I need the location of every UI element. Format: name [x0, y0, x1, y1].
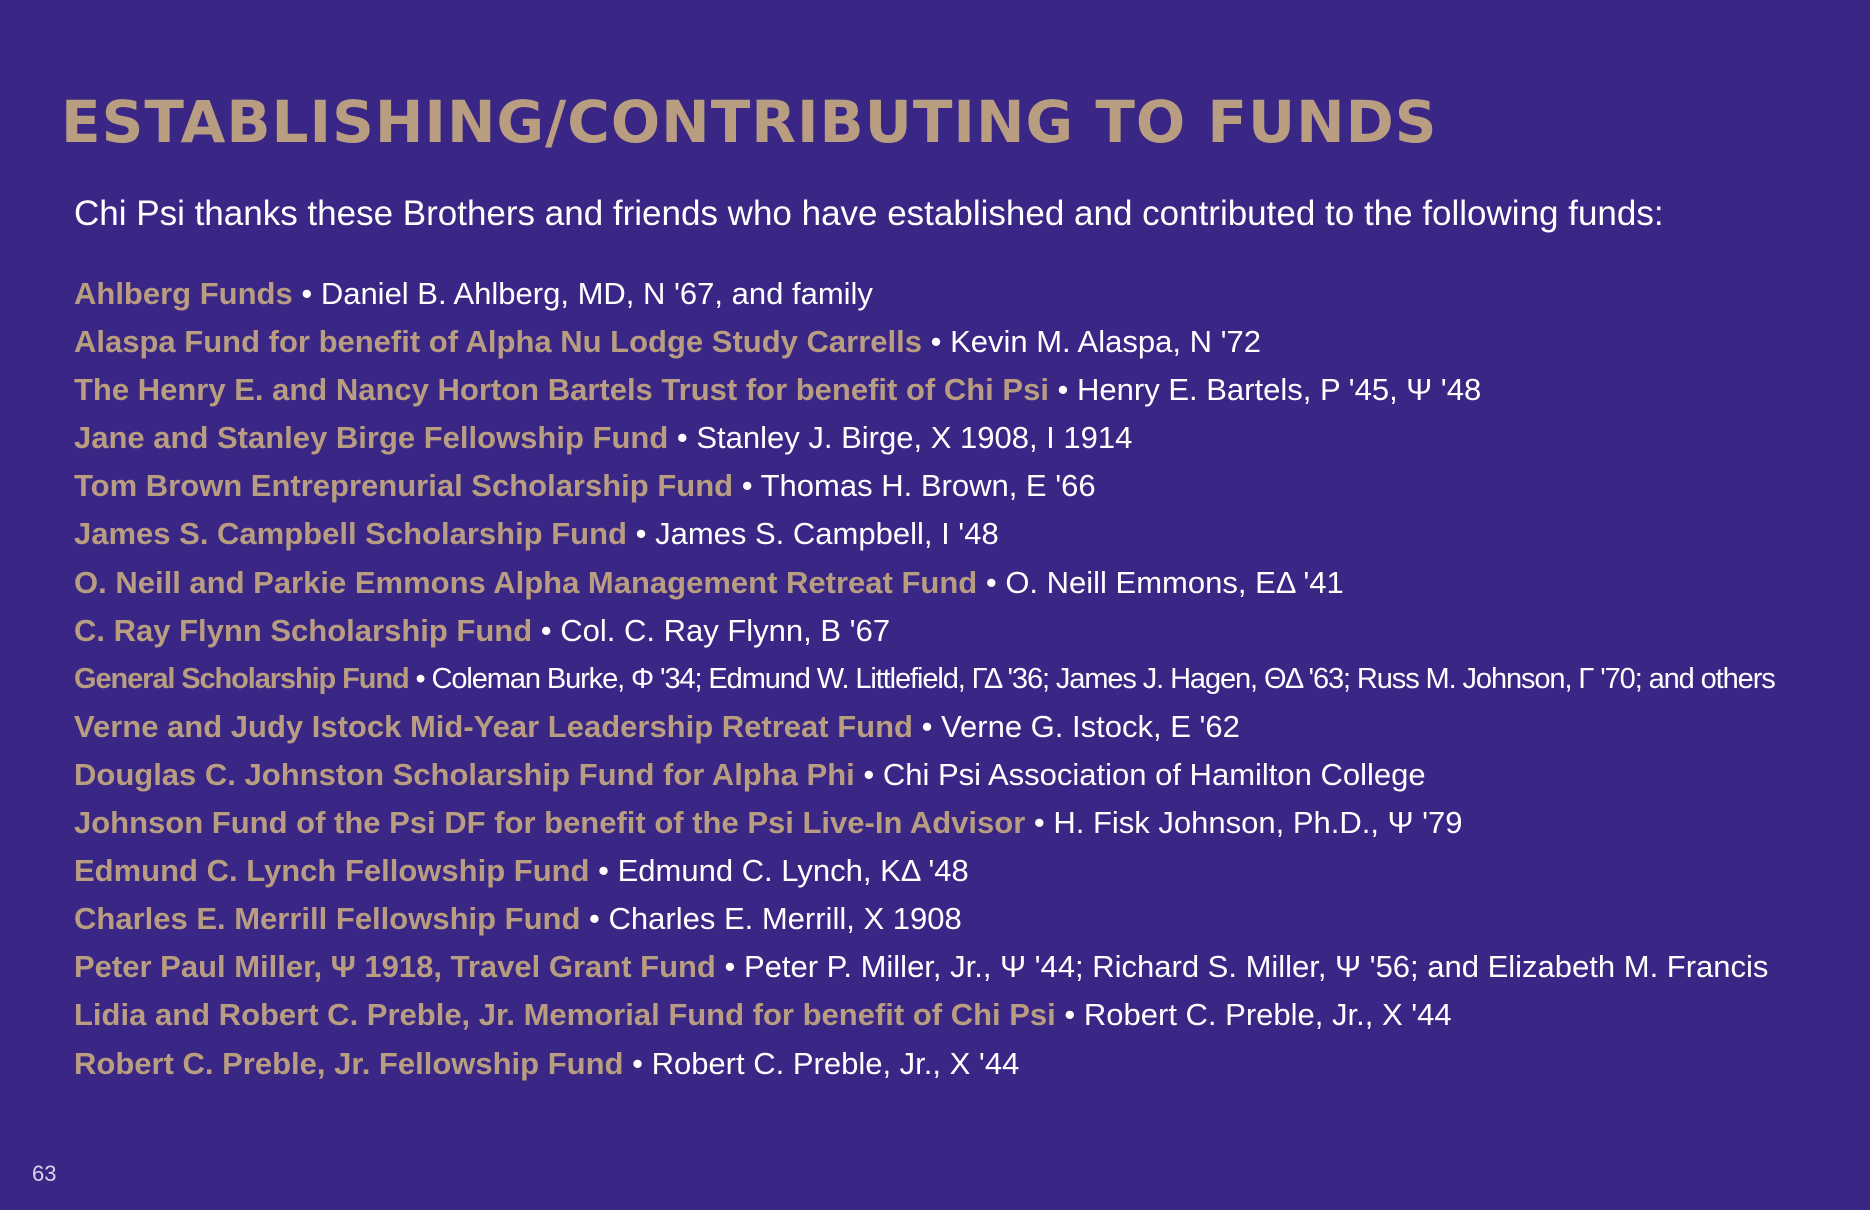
fund-donors: Henry E. Bartels, P '45, Ψ '48 — [1077, 372, 1482, 408]
fund-item-johnston — [74, 751, 1854, 799]
fund-item-miller — [74, 943, 1854, 991]
fund-donors: Edmund C. Lynch, KΔ '48 — [617, 853, 969, 889]
fund-donors: Peter P. Miller, Jr., Ψ '44; Richard S. Miller, Ψ '56; and Elizabeth M. Francis — [743, 949, 1769, 985]
fund-name: Peter Paul Miller, Ψ 1918, Travel Grant Fund — [74, 949, 716, 985]
fund-list — [74, 270, 1854, 1088]
fund-item-flynn — [74, 607, 1854, 655]
intro-text: Chi Psi thanks these Brothers and friends who have established and contributed to the following funds: — [74, 194, 1664, 233]
fund-name: Douglas C. Johnston Scholarship Fund for Alpha Phi — [74, 756, 855, 792]
bullet-separator: • — [408, 662, 432, 695]
fund-name: Jane and Stanley Birge Fellowship Fund — [74, 420, 669, 456]
fund-name: Tom Brown Entreprenurial Scholarship Fund — [74, 468, 734, 504]
fund-name: The Henry E. and Nancy Horton Bartels Trust for benefit of Chi Psi — [74, 372, 1049, 408]
fund-name: Edmund C. Lynch Fellowship Fund — [74, 853, 590, 889]
fund-name: O. Neill and Parkie Emmons Alpha Management Retreat Fund — [74, 564, 978, 600]
fund-item-birge — [74, 414, 1854, 462]
fund-donors: Robert C. Preble, Jr., X '44 — [1083, 997, 1452, 1033]
fund-item-preble-fellowship — [74, 1040, 1854, 1088]
fund-donors: Daniel B. Ahlberg, MD, N '67, and family — [320, 276, 873, 311]
bullet-separator: • — [1048, 372, 1078, 408]
fund-donors: O. Neill Emmons, EΔ '41 — [1005, 564, 1344, 600]
fund-name: Verne and Judy Istock Mid-Year Leadership Retreat Fund — [74, 708, 913, 744]
bullet-separator: • — [589, 853, 618, 889]
fund-donors: Robert C. Preble, Jr., X '44 — [651, 1045, 1020, 1081]
fund-name: Alaspa Fund for benefit of Alpha Nu Lodge Study Carrells — [74, 324, 922, 360]
fund-donors: Coleman Burke, Φ '34; Edmund W. Littlefield, ΓΔ '36; James J. Hagen, ΘΔ '63; Russ M. Johnson, Γ '70; and others — [431, 662, 1775, 695]
fund-item-bartels — [74, 366, 1854, 414]
fund-name: Johnson Fund of the Psi DF for benefit of the Psi Live-In Advisor — [74, 805, 1026, 841]
fund-item-istock — [74, 703, 1854, 751]
fund-name: Charles E. Merrill Fellowship Fund — [74, 901, 581, 937]
fund-donors: H. Fisk Johnson, Ph.D., Ψ '79 — [1053, 805, 1463, 841]
bullet-separator: • — [580, 901, 609, 937]
fund-item-brown — [74, 462, 1854, 510]
bullet-separator: • — [1025, 805, 1054, 841]
fund-item-campbell — [74, 510, 1854, 558]
fund-name: Robert C. Preble, Jr. Fellowship Fund — [74, 1045, 624, 1081]
fund-item-emmons — [74, 559, 1854, 607]
bullet-separator: • — [854, 756, 883, 792]
bullet-separator: • — [715, 949, 744, 985]
fund-item-preble-memorial — [74, 991, 1854, 1039]
bullet-separator: • — [626, 516, 656, 552]
fund-name: General Scholarship Fund — [74, 662, 409, 695]
bullet-separator: • — [921, 324, 951, 360]
bullet-separator: • — [668, 420, 697, 456]
fund-name: C. Ray Flynn Scholarship Fund — [74, 612, 533, 648]
bullet-separator: • — [292, 276, 321, 311]
bullet-separator: • — [1055, 997, 1084, 1033]
bullet-separator: • — [977, 564, 1006, 600]
fund-donors: Charles E. Merrill, X 1908 — [608, 901, 962, 937]
fund-donors: Stanley J. Birge, X 1908, I 1914 — [696, 420, 1133, 456]
fund-donors: Thomas H. Brown, E '66 — [760, 468, 1096, 504]
fund-name: James S. Campbell Scholarship Fund — [74, 516, 627, 552]
page-number: 63 — [32, 1161, 57, 1186]
bullet-separator: • — [912, 708, 942, 744]
fund-item-merrill — [74, 895, 1854, 943]
bullet-separator: • — [733, 468, 761, 504]
fund-name: Ahlberg Funds — [74, 276, 293, 311]
bullet-separator: • — [532, 612, 561, 648]
fund-donors: Chi Psi Association of Hamilton College — [882, 756, 1426, 792]
fund-item-alaspa — [74, 318, 1854, 366]
fund-item-ahlberg — [74, 270, 1854, 318]
fund-item-general-scholarship — [74, 655, 1854, 703]
fund-donors: Kevin M. Alaspa, N '72 — [950, 324, 1261, 360]
fund-name: Lidia and Robert C. Preble, Jr. Memorial Fund for benefit of Chi Psi — [74, 997, 1056, 1033]
fund-item-johnson — [74, 799, 1854, 847]
fund-donors: James S. Campbell, I '48 — [655, 516, 999, 552]
fund-donors: Verne G. Istock, E '62 — [941, 708, 1240, 744]
fund-donors: Col. C. Ray Flynn, B '67 — [560, 612, 891, 648]
bullet-separator: • — [623, 1045, 652, 1081]
page-title: ESTABLISHING/CONTRIBUTING TO FUNDS — [61, 88, 1438, 156]
fund-item-lynch — [74, 847, 1854, 895]
